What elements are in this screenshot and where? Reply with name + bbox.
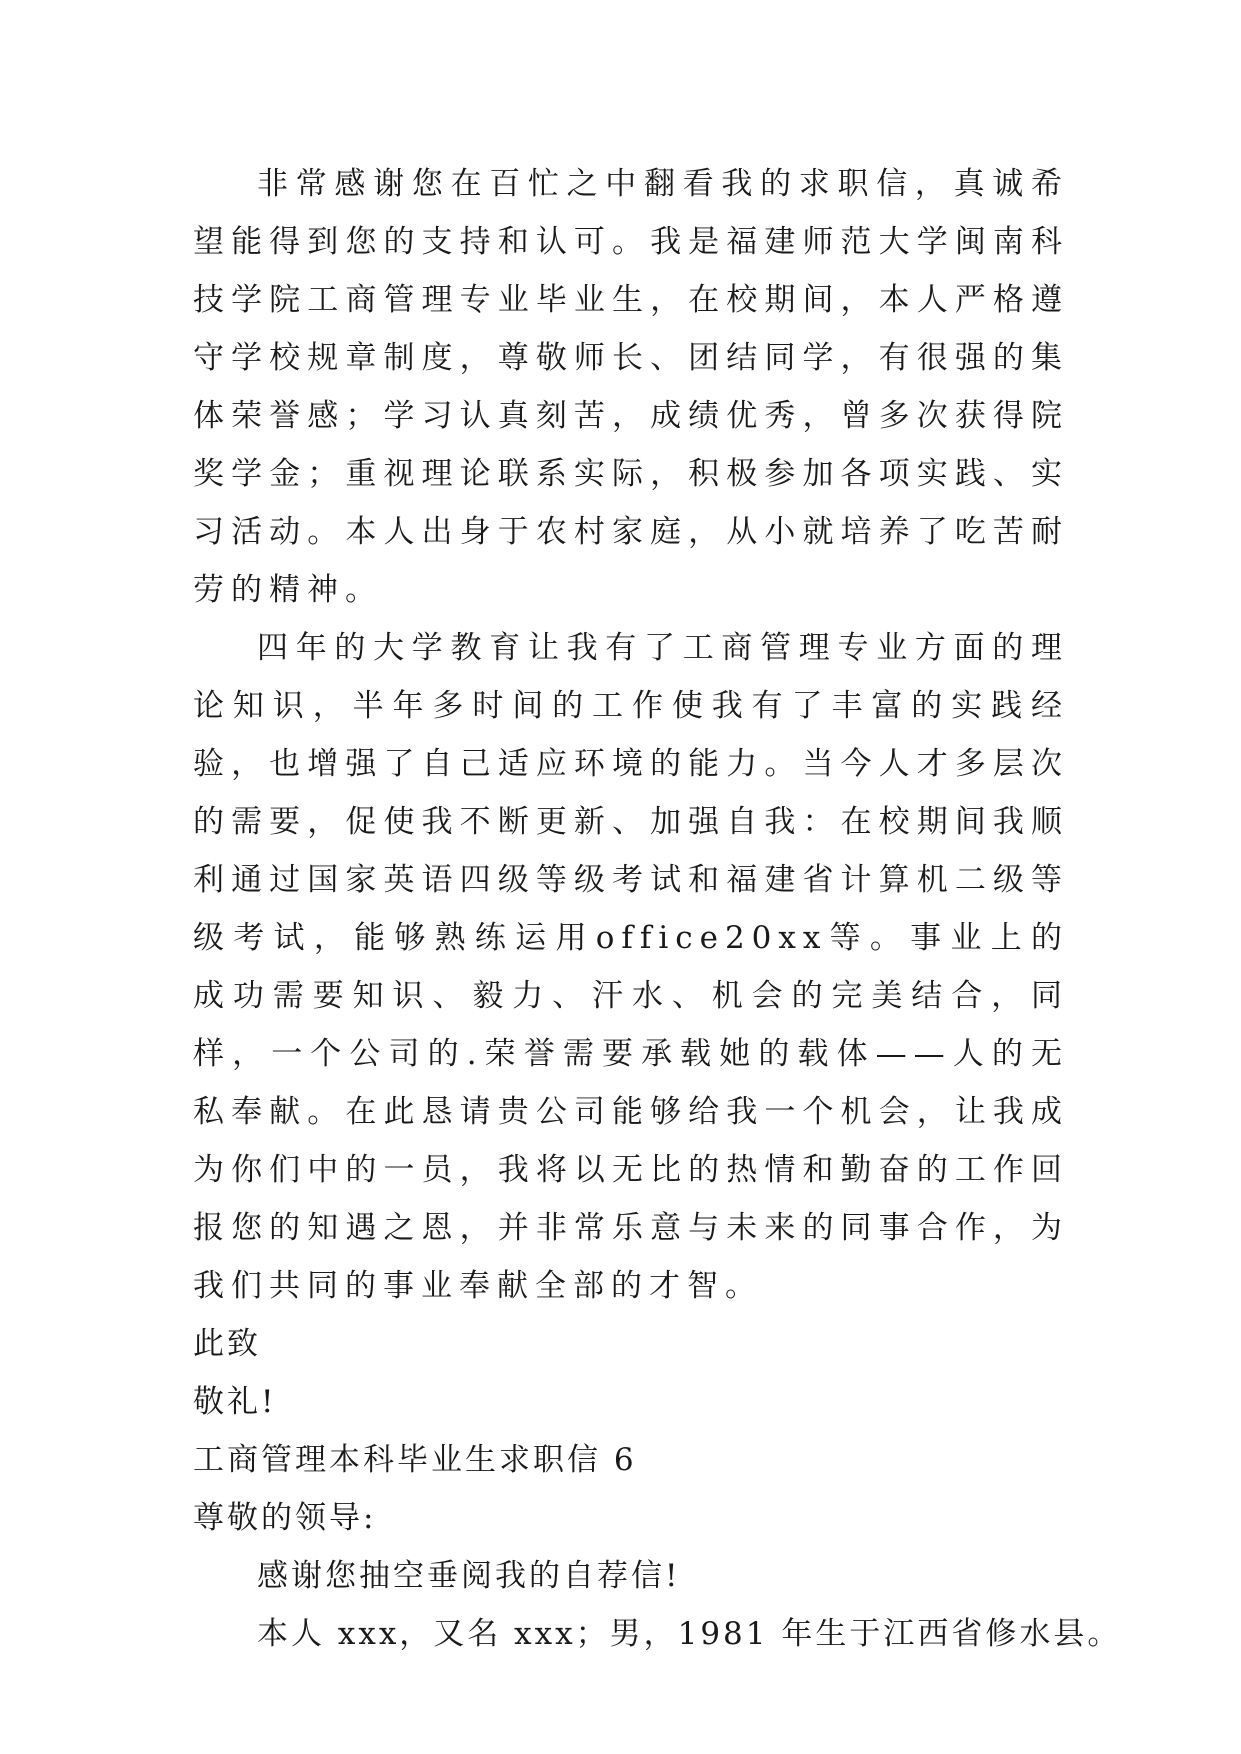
body-paragraph-1: 非常感谢您在百忙之中翻看我的求职信，真诚希望能得到您的支持和认可。我是福建师范大学闽南科技学院工商管理专业毕业生，在校期间，本人严格遵守学校规章制度，尊敬师长、团结同学，有很强的集体荣誉感；学习认真刻苦，成绩优秀，曾多次获得院奖学金；重视理论联系实际，积极参加各项实践、实习活动。本人出身于农村家庭，从小就培养了吃苦耐劳的精神。 bbox=[193, 166, 1069, 608]
self-intro-line: 本人 xxx，又名 xxx；男，1981 年生于江西省修水县。 bbox=[257, 1616, 1122, 1652]
document-page bbox=[193, 155, 1122, 1663]
closing-line-2: 敬礼! bbox=[193, 1384, 277, 1420]
salutation: 尊敬的领导: bbox=[193, 1500, 377, 1536]
body-paragraph-2: 四年的大学教育让我有了工商管理专业方面的理论知识，半年多时间的工作使我有了丰富的实践经验，也增强了自己适应环境的能力。当今人才多层次的需要，促使我不断更新、加强自我：在校期间我顺利通过国家英语四级等级考试和福建省计算机二级等级考试，能够熟练运用office20xx等。事业上的成功需要知识、毅力、汗水、机会的完美结合，同样，一个公司的.荣誉需要承载她的载体——人的无私奉献。在此恳请贵公司能够给我一个机会，让我成为你们中的一员，我将以无比的热情和勤奋的工作回报您的知遇之恩，并非常乐意与未来的同事合作，为我们共同的事业奉献全部的才智。 bbox=[193, 630, 1069, 1304]
intro-line: 感谢您抽空垂阅我的自荐信! bbox=[257, 1558, 681, 1594]
closing-line-1: 此致 bbox=[193, 1326, 261, 1362]
section-title: 工商管理本科毕业生求职信 6 bbox=[193, 1442, 637, 1478]
